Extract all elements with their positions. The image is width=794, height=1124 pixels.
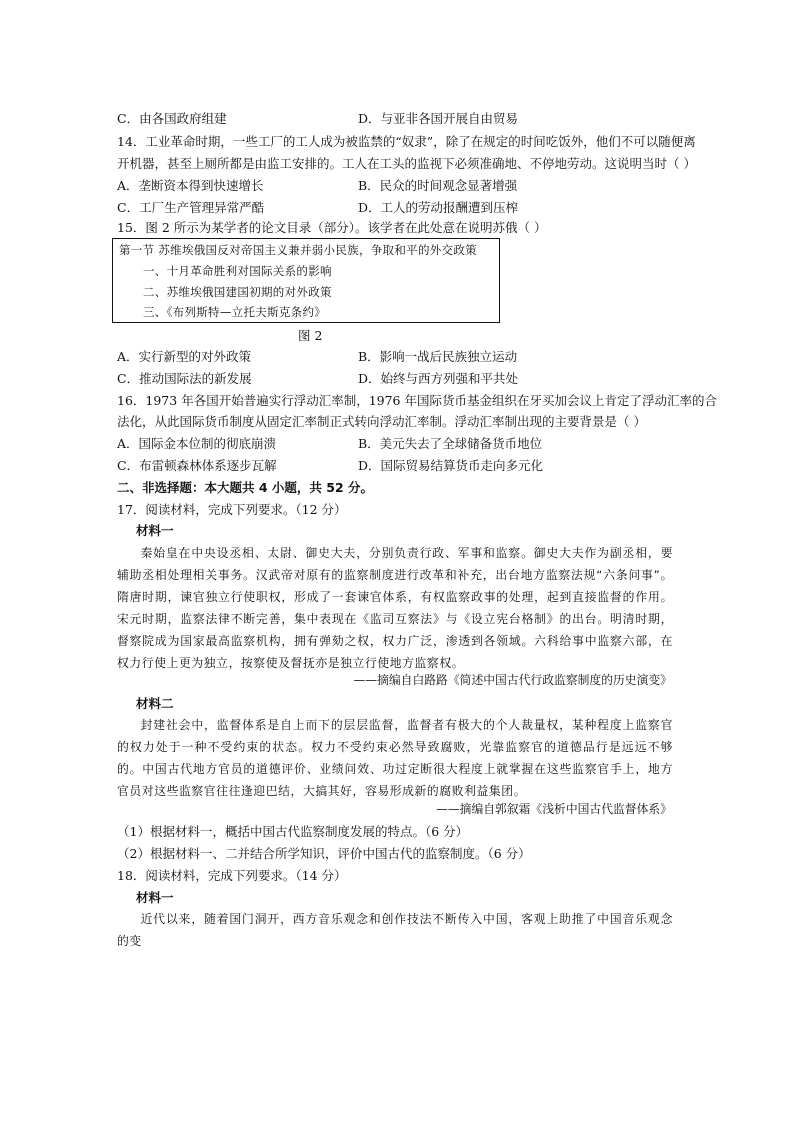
q17-stem: 17．阅读材料，完成下列要求。（12 分）	[117, 502, 347, 517]
q14-stem-line1: 14．工业革命时期，一些工厂的工人成为被监禁的“奴隶”，除了在规定的时间吃饭外，他们不可以随便离	[117, 134, 696, 149]
q17-material2-title: 材料二	[136, 696, 174, 711]
q13-option-d: D．与亚非各国开展自由贸易	[358, 111, 519, 126]
q13-option-c: C．由各国政府组建	[117, 111, 227, 126]
section-2-heading: 二、非选择题：本大题共 4 小题，共 52 分。	[117, 480, 374, 495]
q18-material1-title: 材料一	[136, 890, 174, 905]
q17-requirement-2: （2）根据材料一、二并结合所学知识，评价中国古代的监察制度。（6 分）	[117, 846, 531, 861]
q14-option-a: A．垄断资本得到快速增长	[117, 178, 264, 193]
toc-section: 第一节 苏维埃俄国反对帝国主义兼并弱小民族，争取和平的外交政策	[119, 243, 477, 257]
q15-stem: 15．图 2 所示为某学者的论文目录（部分）。该学者在此处意在说明苏俄（ ）	[117, 220, 547, 235]
q14-option-d: D．工人的劳动报酬遭到压榨	[358, 200, 519, 215]
q17-requirement-1: （1）根据材料一，概括中国古代监察制度发展的特点。（6 分）	[117, 824, 469, 839]
q16-option-b: B．美元失去了全球储备货币地位	[358, 436, 543, 451]
q16-stem-line2: 法化，从此国际货币制度从固定汇率制正式转向浮动汇率制。浮动汇率制出现的主要背景是（ ）	[117, 414, 646, 429]
q14-option-c: C．工厂生产管理异常严酷	[117, 200, 265, 215]
q17-material2-source: ——摘编自郭叙霜《浅析中国古代监督体系》	[436, 802, 672, 816]
q17-material1-text: 秦始皇在中央设丞相、太尉、御史大夫，分别负责行政、军事和监察。御史大夫作为副丞相，要辅助丞相处理相关事务。汉武帝对原有的监察制度进行改革和补充，出台地方监察法规“六条问事”。隋唐时期，谏官独立行使职权，形成了一套谏官体系，有权监察政事的处理，起到直接监督的作用。宋元时期，监察法律不断完善，集中表现在《监司互察法》与《设立宪台格制》的出台。明清时期，督察院成为国家最高监察机构，拥有弹劾之权，权力广泛，渗透到各领域。六科给事中监察六部，在权力行使上更为独立，按察使及督抚亦是独立行使地方监察权。	[117, 546, 673, 670]
q15-option-d: D．始终与西方列强和平共处	[358, 371, 519, 386]
q16-option-c: C．布雷顿森林体系逐步瓦解	[117, 458, 277, 473]
q14-stem-line2: 开机器，甚至上厕所都是由监工安排的。工人在工头的监视下必须准确地、不停地劳动。这说明当时（ ）	[117, 156, 696, 171]
q18-stem: 18．阅读材料，完成下列要求。（14 分）	[117, 868, 347, 883]
figure-2-caption: 图 2	[298, 328, 323, 343]
q18-material1-text: 近代以来，随着国门洞开，西方音乐观念和创作技法不断传入中国，客观上助推了中国音乐观念的变	[117, 912, 673, 948]
q16-option-d: D．国际贸易结算货币走向多元化	[358, 458, 544, 473]
q17-material2-text: 封建社会中，监督体系是自上而下的层层监督，监督者有极大的个人裁量权，某种程度上监察官的权力处于一种不受约束的状态。权力不受约束必然导致腐败，光靠监察官的道德品行是远远不够的。中国古代地方官员的道德评价、业绩问效、功过定断很大程度上就掌握在这些监察官手上，地方官员对这些监察官往往逢迎巴结，大搞其好，容易形成新的腐败利益集团。	[117, 718, 673, 798]
toc-item-2: 二、苏维埃俄国建国初期的对外政策	[143, 285, 332, 299]
q17-material1-source: ——摘编自白路路《简述中国古代行政监察制度的历史演变》	[353, 673, 672, 687]
toc-item-1: 一、十月革命胜利对国际关系的影响	[143, 264, 332, 278]
q15-option-c: C．推动国际法的新发展	[117, 371, 252, 386]
q16-option-a: A．国际金本位制的彻底崩溃	[117, 436, 277, 451]
figure-2-toc-box	[112, 238, 500, 323]
q15-option-a: A．实行新型的对外政策	[117, 349, 252, 364]
q15-option-b: B．影响一战后民族独立运动	[358, 349, 518, 364]
q17-material1-title: 材料一	[136, 523, 174, 538]
toc-item-3: 三、《布列斯特—立托夫斯克条约》	[143, 305, 327, 319]
q14-option-b: B．民众的时间观念显著增强	[358, 178, 518, 193]
q16-stem-line1: 16．1973 年各国开始普遍实行浮动汇率制，1976 年国际货币基金组织在牙买加会议上肯定了浮动汇率的合	[117, 393, 717, 408]
